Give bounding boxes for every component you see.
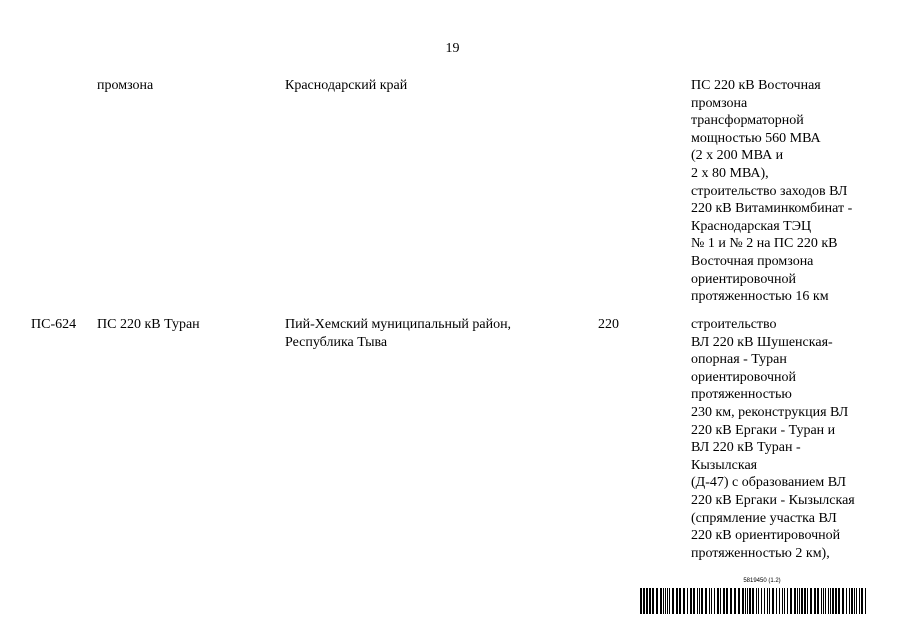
row-1-name: промзона: [97, 78, 154, 93]
barcode-icon: [640, 588, 870, 614]
row-1-measures: ПС 220 кВ Восточная промзона трансформаторной мощностью 560 МВА (2 х 200 МВА и 2 х 80 МВА), строительство заходов ВЛ 220 кВ Витаминкомбинат - Краснодарская ТЭЦ № 1 и № 2 на ПС 220 кВ Восточная промзона ориентировочной протяженностью 16 км: [691, 78, 853, 305]
row-2-voltage: 220: [598, 317, 619, 332]
row-1-region: Краснодарский край: [285, 78, 408, 93]
page-number: 19: [445, 41, 460, 56]
barcode-caption: 5819450 (1.2): [743, 578, 781, 584]
row-2-measures: строительство ВЛ 220 кВ Шушенская- опорная - Туран ориентировочной протяженностью 230 км, реконструкция ВЛ 220 кВ Ергаки - Туран и ВЛ 220 кВ Туран - Кызылская (Д-47) с образованием ВЛ 220 кВ Ергаки - Кызылская (спрямление участка ВЛ 220 кВ ориентировочной протяженностью 2 км),: [691, 317, 855, 561]
row-2-name: ПС 220 кВ Туран: [97, 317, 200, 332]
row-2-code: ПС-624: [31, 317, 77, 332]
barcode-block: [640, 578, 870, 614]
row-2-region: Пий-Хемский муниципальный район, Республика Тыва: [285, 317, 512, 350]
